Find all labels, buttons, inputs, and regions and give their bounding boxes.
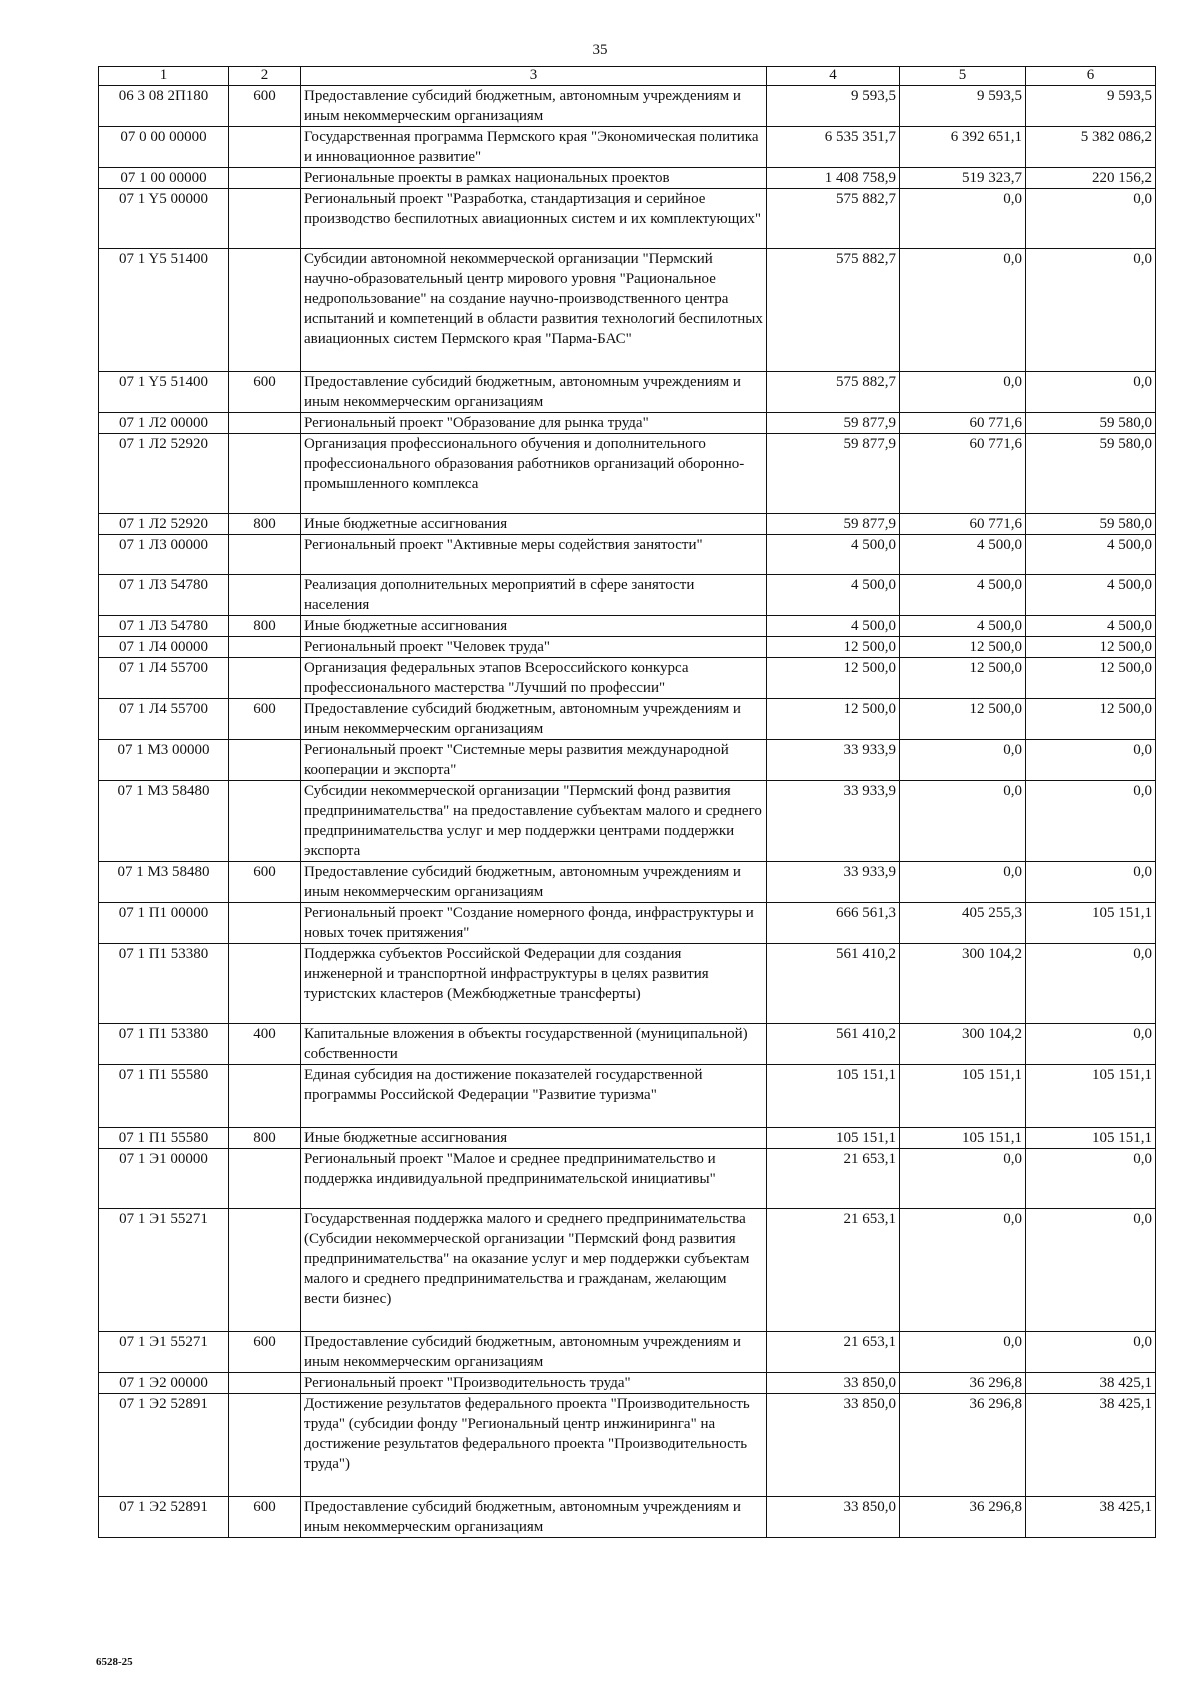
amount-year3-cell: 0,0: [1026, 944, 1156, 1024]
amount-year2-cell: 300 104,2: [900, 1024, 1026, 1065]
amount-year2-cell: 36 296,8: [900, 1497, 1026, 1538]
item-name-cell: Единая субсидия на достижение показателей государственной программы Российской Федерации "Развитие туризма": [301, 1065, 767, 1128]
amount-year3-cell: 4 500,0: [1026, 535, 1156, 575]
budget-code-cell: 06 3 08 2П180: [99, 86, 229, 127]
amount-year3-cell: 0,0: [1026, 249, 1156, 372]
table-row: [99, 616, 1156, 637]
page-number: 35: [592, 42, 608, 58]
amount-year1-cell: 33 933,9: [767, 740, 900, 781]
expense-type-cell: 800: [229, 1128, 301, 1149]
amount-year2-cell: 0,0: [900, 189, 1026, 249]
table-row: [99, 575, 1156, 616]
table-row: [99, 781, 1156, 862]
amount-year1-cell: 9 593,5: [767, 86, 900, 127]
table-row: [99, 903, 1156, 944]
amount-year1-cell: 21 653,1: [767, 1209, 900, 1332]
budget-code-cell: 07 1 М3 58480: [99, 781, 229, 862]
expense-type-cell: 600: [229, 699, 301, 740]
amount-year1-cell: 59 877,9: [767, 413, 900, 434]
amount-year2-cell: 12 500,0: [900, 658, 1026, 699]
amount-year1-cell: 666 561,3: [767, 903, 900, 944]
budget-code-cell: 07 1 П1 53380: [99, 944, 229, 1024]
table-row: [99, 1024, 1156, 1065]
budget-code-cell: 07 1 Л4 55700: [99, 699, 229, 740]
amount-year2-cell: 36 296,8: [900, 1373, 1026, 1394]
item-name-cell: Государственная поддержка малого и среднего предпринимательства (Субсидии некоммерческой организации "Пермский фонд развития предпринимательства" на оказание услуг и мер поддержки субъектам малого и среднего предпринимательства и гражданам, желающим вести бизнес): [301, 1209, 767, 1332]
column-header: 6: [1026, 67, 1156, 86]
table-row: [99, 740, 1156, 781]
item-name-cell: Поддержка субъектов Российской Федерации для создания инженерной и транспортной инфраструктуры в целях развития туристских кластеров (Межбюджетные трансферты): [301, 944, 767, 1024]
expense-type-cell: [229, 413, 301, 434]
amount-year2-cell: 405 255,3: [900, 903, 1026, 944]
table-row: [99, 944, 1156, 1024]
item-name-cell: Субсидии некоммерческой организации "Пермский фонд развития предпринимательства" на предоставление субъектам малого и среднего предпринимательства услуг и мер поддержки центрами поддержки экспорта: [301, 781, 767, 862]
item-name-cell: Иные бюджетные ассигнования: [301, 616, 767, 637]
amount-year2-cell: 0,0: [900, 1209, 1026, 1332]
amount-year1-cell: 33 933,9: [767, 781, 900, 862]
amount-year1-cell: 59 877,9: [767, 434, 900, 514]
amount-year2-cell: 0,0: [900, 781, 1026, 862]
amount-year3-cell: 38 425,1: [1026, 1497, 1156, 1538]
expense-type-cell: [229, 1209, 301, 1332]
amount-year1-cell: 33 850,0: [767, 1394, 900, 1497]
item-name-cell: Региональный проект "Системные меры развития международной кооперации и экспорта": [301, 740, 767, 781]
expense-type-cell: [229, 740, 301, 781]
amount-year1-cell: 59 877,9: [767, 514, 900, 535]
amount-year1-cell: 561 410,2: [767, 944, 900, 1024]
amount-year3-cell: 9 593,5: [1026, 86, 1156, 127]
budget-code-cell: 07 1 П1 55580: [99, 1065, 229, 1128]
amount-year2-cell: 0,0: [900, 1332, 1026, 1373]
amount-year1-cell: 575 882,7: [767, 372, 900, 413]
amount-year2-cell: 6 392 651,1: [900, 127, 1026, 168]
footer-code: 6528-25: [96, 1656, 133, 1668]
amount-year1-cell: 105 151,1: [767, 1128, 900, 1149]
amount-year3-cell: 38 425,1: [1026, 1394, 1156, 1497]
budget-code-cell: 07 1 Л3 54780: [99, 616, 229, 637]
expense-type-cell: [229, 434, 301, 514]
table-row: [99, 249, 1156, 372]
amount-year3-cell: 0,0: [1026, 1209, 1156, 1332]
amount-year2-cell: 300 104,2: [900, 944, 1026, 1024]
amount-year3-cell: 0,0: [1026, 1149, 1156, 1209]
amount-year1-cell: 21 653,1: [767, 1332, 900, 1373]
budget-code-cell: 07 1 П1 55580: [99, 1128, 229, 1149]
amount-year2-cell: 9 593,5: [900, 86, 1026, 127]
amount-year3-cell: 0,0: [1026, 862, 1156, 903]
table-row: [99, 1332, 1156, 1373]
budget-code-cell: 07 0 00 00000: [99, 127, 229, 168]
table-row: [99, 658, 1156, 699]
amount-year1-cell: 33 933,9: [767, 862, 900, 903]
amount-year1-cell: 12 500,0: [767, 658, 900, 699]
table-row: [99, 168, 1156, 189]
item-name-cell: Региональный проект "Активные меры содействия занятости": [301, 535, 767, 575]
expense-type-cell: [229, 781, 301, 862]
table-row: [99, 127, 1156, 168]
amount-year2-cell: 105 151,1: [900, 1128, 1026, 1149]
expense-type-cell: [229, 637, 301, 658]
expense-type-cell: [229, 168, 301, 189]
amount-year2-cell: 0,0: [900, 1149, 1026, 1209]
amount-year2-cell: 12 500,0: [900, 699, 1026, 740]
item-name-cell: Предоставление субсидий бюджетным, автономным учреждениям и иным некоммерческим организациям: [301, 1332, 767, 1373]
amount-year3-cell: 5 382 086,2: [1026, 127, 1156, 168]
expense-type-cell: [229, 1394, 301, 1497]
budget-code-cell: 07 1 М3 00000: [99, 740, 229, 781]
table-row: [99, 535, 1156, 575]
expense-type-cell: 600: [229, 862, 301, 903]
item-name-cell: Предоставление субсидий бюджетным, автономным учреждениям и иным некоммерческим организациям: [301, 699, 767, 740]
amount-year3-cell: 4 500,0: [1026, 616, 1156, 637]
item-name-cell: Субсидии автономной некоммерческой организации "Пермский научно-образовательный центр мирового уровня "Рациональное недропользование" на создание научно-производственного центра испытаний и компетенций в области развития технологий беспилотных авиационных систем Пермского края "Парма-БАС": [301, 249, 767, 372]
item-name-cell: Реализация дополнительных мероприятий в сфере занятости населения: [301, 575, 767, 616]
table-row: [99, 413, 1156, 434]
amount-year1-cell: 561 410,2: [767, 1024, 900, 1065]
amount-year3-cell: 0,0: [1026, 372, 1156, 413]
expense-type-cell: 800: [229, 514, 301, 535]
amount-year2-cell: 0,0: [900, 372, 1026, 413]
amount-year1-cell: 6 535 351,7: [767, 127, 900, 168]
budget-code-cell: 07 1 Y5 00000: [99, 189, 229, 249]
amount-year3-cell: 0,0: [1026, 189, 1156, 249]
table-row: [99, 189, 1156, 249]
amount-year1-cell: 12 500,0: [767, 637, 900, 658]
table-header-row: [99, 67, 1156, 86]
table-row: [99, 1065, 1156, 1128]
amount-year2-cell: 4 500,0: [900, 535, 1026, 575]
amount-year3-cell: 0,0: [1026, 740, 1156, 781]
item-name-cell: Иные бюджетные ассигнования: [301, 1128, 767, 1149]
expense-type-cell: 600: [229, 1332, 301, 1373]
expense-type-cell: 400: [229, 1024, 301, 1065]
amount-year1-cell: 1 408 758,9: [767, 168, 900, 189]
amount-year3-cell: 105 151,1: [1026, 1128, 1156, 1149]
expense-type-cell: [229, 127, 301, 168]
table-row: [99, 1373, 1156, 1394]
amount-year2-cell: 519 323,7: [900, 168, 1026, 189]
budget-code-cell: 07 1 Э2 52891: [99, 1497, 229, 1538]
budget-code-cell: 07 1 Л3 00000: [99, 535, 229, 575]
item-name-cell: Предоставление субсидий бюджетным, автономным учреждениям и иным некоммерческим организациям: [301, 862, 767, 903]
amount-year3-cell: 12 500,0: [1026, 637, 1156, 658]
item-name-cell: Капитальные вложения в объекты государственной (муниципальной) собственности: [301, 1024, 767, 1065]
amount-year1-cell: 4 500,0: [767, 575, 900, 616]
expense-type-cell: [229, 1373, 301, 1394]
table-row: [99, 699, 1156, 740]
amount-year1-cell: 33 850,0: [767, 1497, 900, 1538]
budget-code-cell: 07 1 Л3 54780: [99, 575, 229, 616]
amount-year1-cell: 33 850,0: [767, 1373, 900, 1394]
amount-year2-cell: 60 771,6: [900, 434, 1026, 514]
amount-year3-cell: 59 580,0: [1026, 434, 1156, 514]
column-header: 1: [99, 67, 229, 86]
item-name-cell: Предоставление субсидий бюджетным, автономным учреждениям и иным некоммерческим организациям: [301, 372, 767, 413]
item-name-cell: Региональный проект "Создание номерного фонда, инфраструктуры и новых точек притяжения": [301, 903, 767, 944]
amount-year2-cell: 12 500,0: [900, 637, 1026, 658]
expense-type-cell: [229, 575, 301, 616]
budget-code-cell: 07 1 Л2 52920: [99, 514, 229, 535]
expense-type-cell: [229, 1065, 301, 1128]
expense-type-cell: [229, 189, 301, 249]
amount-year2-cell: 4 500,0: [900, 616, 1026, 637]
budget-code-cell: 07 1 Л2 00000: [99, 413, 229, 434]
amount-year3-cell: 12 500,0: [1026, 699, 1156, 740]
amount-year1-cell: 12 500,0: [767, 699, 900, 740]
amount-year3-cell: 4 500,0: [1026, 575, 1156, 616]
amount-year3-cell: 59 580,0: [1026, 514, 1156, 535]
budget-code-cell: 07 1 П1 53380: [99, 1024, 229, 1065]
budget-code-cell: 07 1 М3 58480: [99, 862, 229, 903]
expense-type-cell: [229, 903, 301, 944]
amount-year1-cell: 575 882,7: [767, 249, 900, 372]
amount-year1-cell: 4 500,0: [767, 616, 900, 637]
column-header: 2: [229, 67, 301, 86]
expense-type-cell: [229, 249, 301, 372]
budget-code-cell: 07 1 Y5 51400: [99, 372, 229, 413]
amount-year1-cell: 105 151,1: [767, 1065, 900, 1128]
budget-code-cell: 07 1 Y5 51400: [99, 249, 229, 372]
amount-year3-cell: 105 151,1: [1026, 903, 1156, 944]
amount-year3-cell: 0,0: [1026, 781, 1156, 862]
item-name-cell: Достижение результатов федерального проекта "Производительность труда" (субсидии фонду "Региональный центр инжиниринга" на достижение результатов федерального проекта "Производительность труда"): [301, 1394, 767, 1497]
amount-year2-cell: 0,0: [900, 862, 1026, 903]
table-row: [99, 1149, 1156, 1209]
item-name-cell: Региональный проект "Разработка, стандартизация и серийное производство беспилотных авиационных систем и их комплектующих": [301, 189, 767, 249]
amount-year1-cell: 4 500,0: [767, 535, 900, 575]
amount-year2-cell: 60 771,6: [900, 413, 1026, 434]
table-row: [99, 1209, 1156, 1332]
table-row: [99, 372, 1156, 413]
table-row: [99, 862, 1156, 903]
table-row: [99, 1497, 1156, 1538]
item-name-cell: Иные бюджетные ассигнования: [301, 514, 767, 535]
item-name-cell: Региональные проекты в рамках национальных проектов: [301, 168, 767, 189]
amount-year1-cell: 575 882,7: [767, 189, 900, 249]
table-row: [99, 514, 1156, 535]
amount-year3-cell: 105 151,1: [1026, 1065, 1156, 1128]
item-name-cell: Региональный проект "Образование для рынка труда": [301, 413, 767, 434]
table-row: [99, 434, 1156, 514]
amount-year2-cell: 60 771,6: [900, 514, 1026, 535]
table-row: [99, 1394, 1156, 1497]
item-name-cell: Региональный проект "Человек труда": [301, 637, 767, 658]
amount-year2-cell: 0,0: [900, 740, 1026, 781]
amount-year3-cell: 0,0: [1026, 1332, 1156, 1373]
amount-year2-cell: 36 296,8: [900, 1394, 1026, 1497]
item-name-cell: Организация федеральных этапов Всероссийского конкурса профессионального мастерства "Лучший по профессии": [301, 658, 767, 699]
expense-type-cell: 600: [229, 86, 301, 127]
budget-code-cell: 07 1 Л4 00000: [99, 637, 229, 658]
budget-code-cell: 07 1 Э2 52891: [99, 1394, 229, 1497]
table-body: [99, 86, 1156, 1538]
amount-year3-cell: 220 156,2: [1026, 168, 1156, 189]
column-header: 3: [301, 67, 767, 86]
amount-year3-cell: 38 425,1: [1026, 1373, 1156, 1394]
budget-code-cell: 07 1 Э1 55271: [99, 1332, 229, 1373]
item-name-cell: Региональный проект "Производительность труда": [301, 1373, 767, 1394]
expense-type-cell: [229, 944, 301, 1024]
column-header: 4: [767, 67, 900, 86]
budget-code-cell: 07 1 Л2 52920: [99, 434, 229, 514]
table-row: [99, 86, 1156, 127]
item-name-cell: Государственная программа Пермского края "Экономическая политика и инновационное развитие": [301, 127, 767, 168]
expense-type-cell: 800: [229, 616, 301, 637]
item-name-cell: Предоставление субсидий бюджетным, автономным учреждениям и иным некоммерческим организациям: [301, 86, 767, 127]
expense-type-cell: 600: [229, 372, 301, 413]
expense-type-cell: [229, 1149, 301, 1209]
expense-type-cell: 600: [229, 1497, 301, 1538]
budget-code-cell: 07 1 Э1 55271: [99, 1209, 229, 1332]
budget-table: [98, 66, 1156, 1538]
amount-year2-cell: 4 500,0: [900, 575, 1026, 616]
expense-type-cell: [229, 658, 301, 699]
amount-year2-cell: 105 151,1: [900, 1065, 1026, 1128]
table-row: [99, 637, 1156, 658]
column-header: 5: [900, 67, 1026, 86]
budget-code-cell: 07 1 Л4 55700: [99, 658, 229, 699]
amount-year3-cell: 0,0: [1026, 1024, 1156, 1065]
item-name-cell: Региональный проект "Малое и среднее предпринимательство и поддержка индивидуальной предпринимательской инициативы": [301, 1149, 767, 1209]
budget-code-cell: 07 1 Э2 00000: [99, 1373, 229, 1394]
amount-year3-cell: 12 500,0: [1026, 658, 1156, 699]
item-name-cell: Организация профессионального обучения и дополнительного профессионального образования работников организаций оборонно-промышленного комплекса: [301, 434, 767, 514]
budget-code-cell: 07 1 П1 00000: [99, 903, 229, 944]
budget-code-cell: 07 1 00 00000: [99, 168, 229, 189]
item-name-cell: Предоставление субсидий бюджетным, автономным учреждениям и иным некоммерческим организациям: [301, 1497, 767, 1538]
amount-year1-cell: 21 653,1: [767, 1149, 900, 1209]
expense-type-cell: [229, 535, 301, 575]
budget-code-cell: 07 1 Э1 00000: [99, 1149, 229, 1209]
amount-year3-cell: 59 580,0: [1026, 413, 1156, 434]
amount-year2-cell: 0,0: [900, 249, 1026, 372]
table-row: [99, 1128, 1156, 1149]
